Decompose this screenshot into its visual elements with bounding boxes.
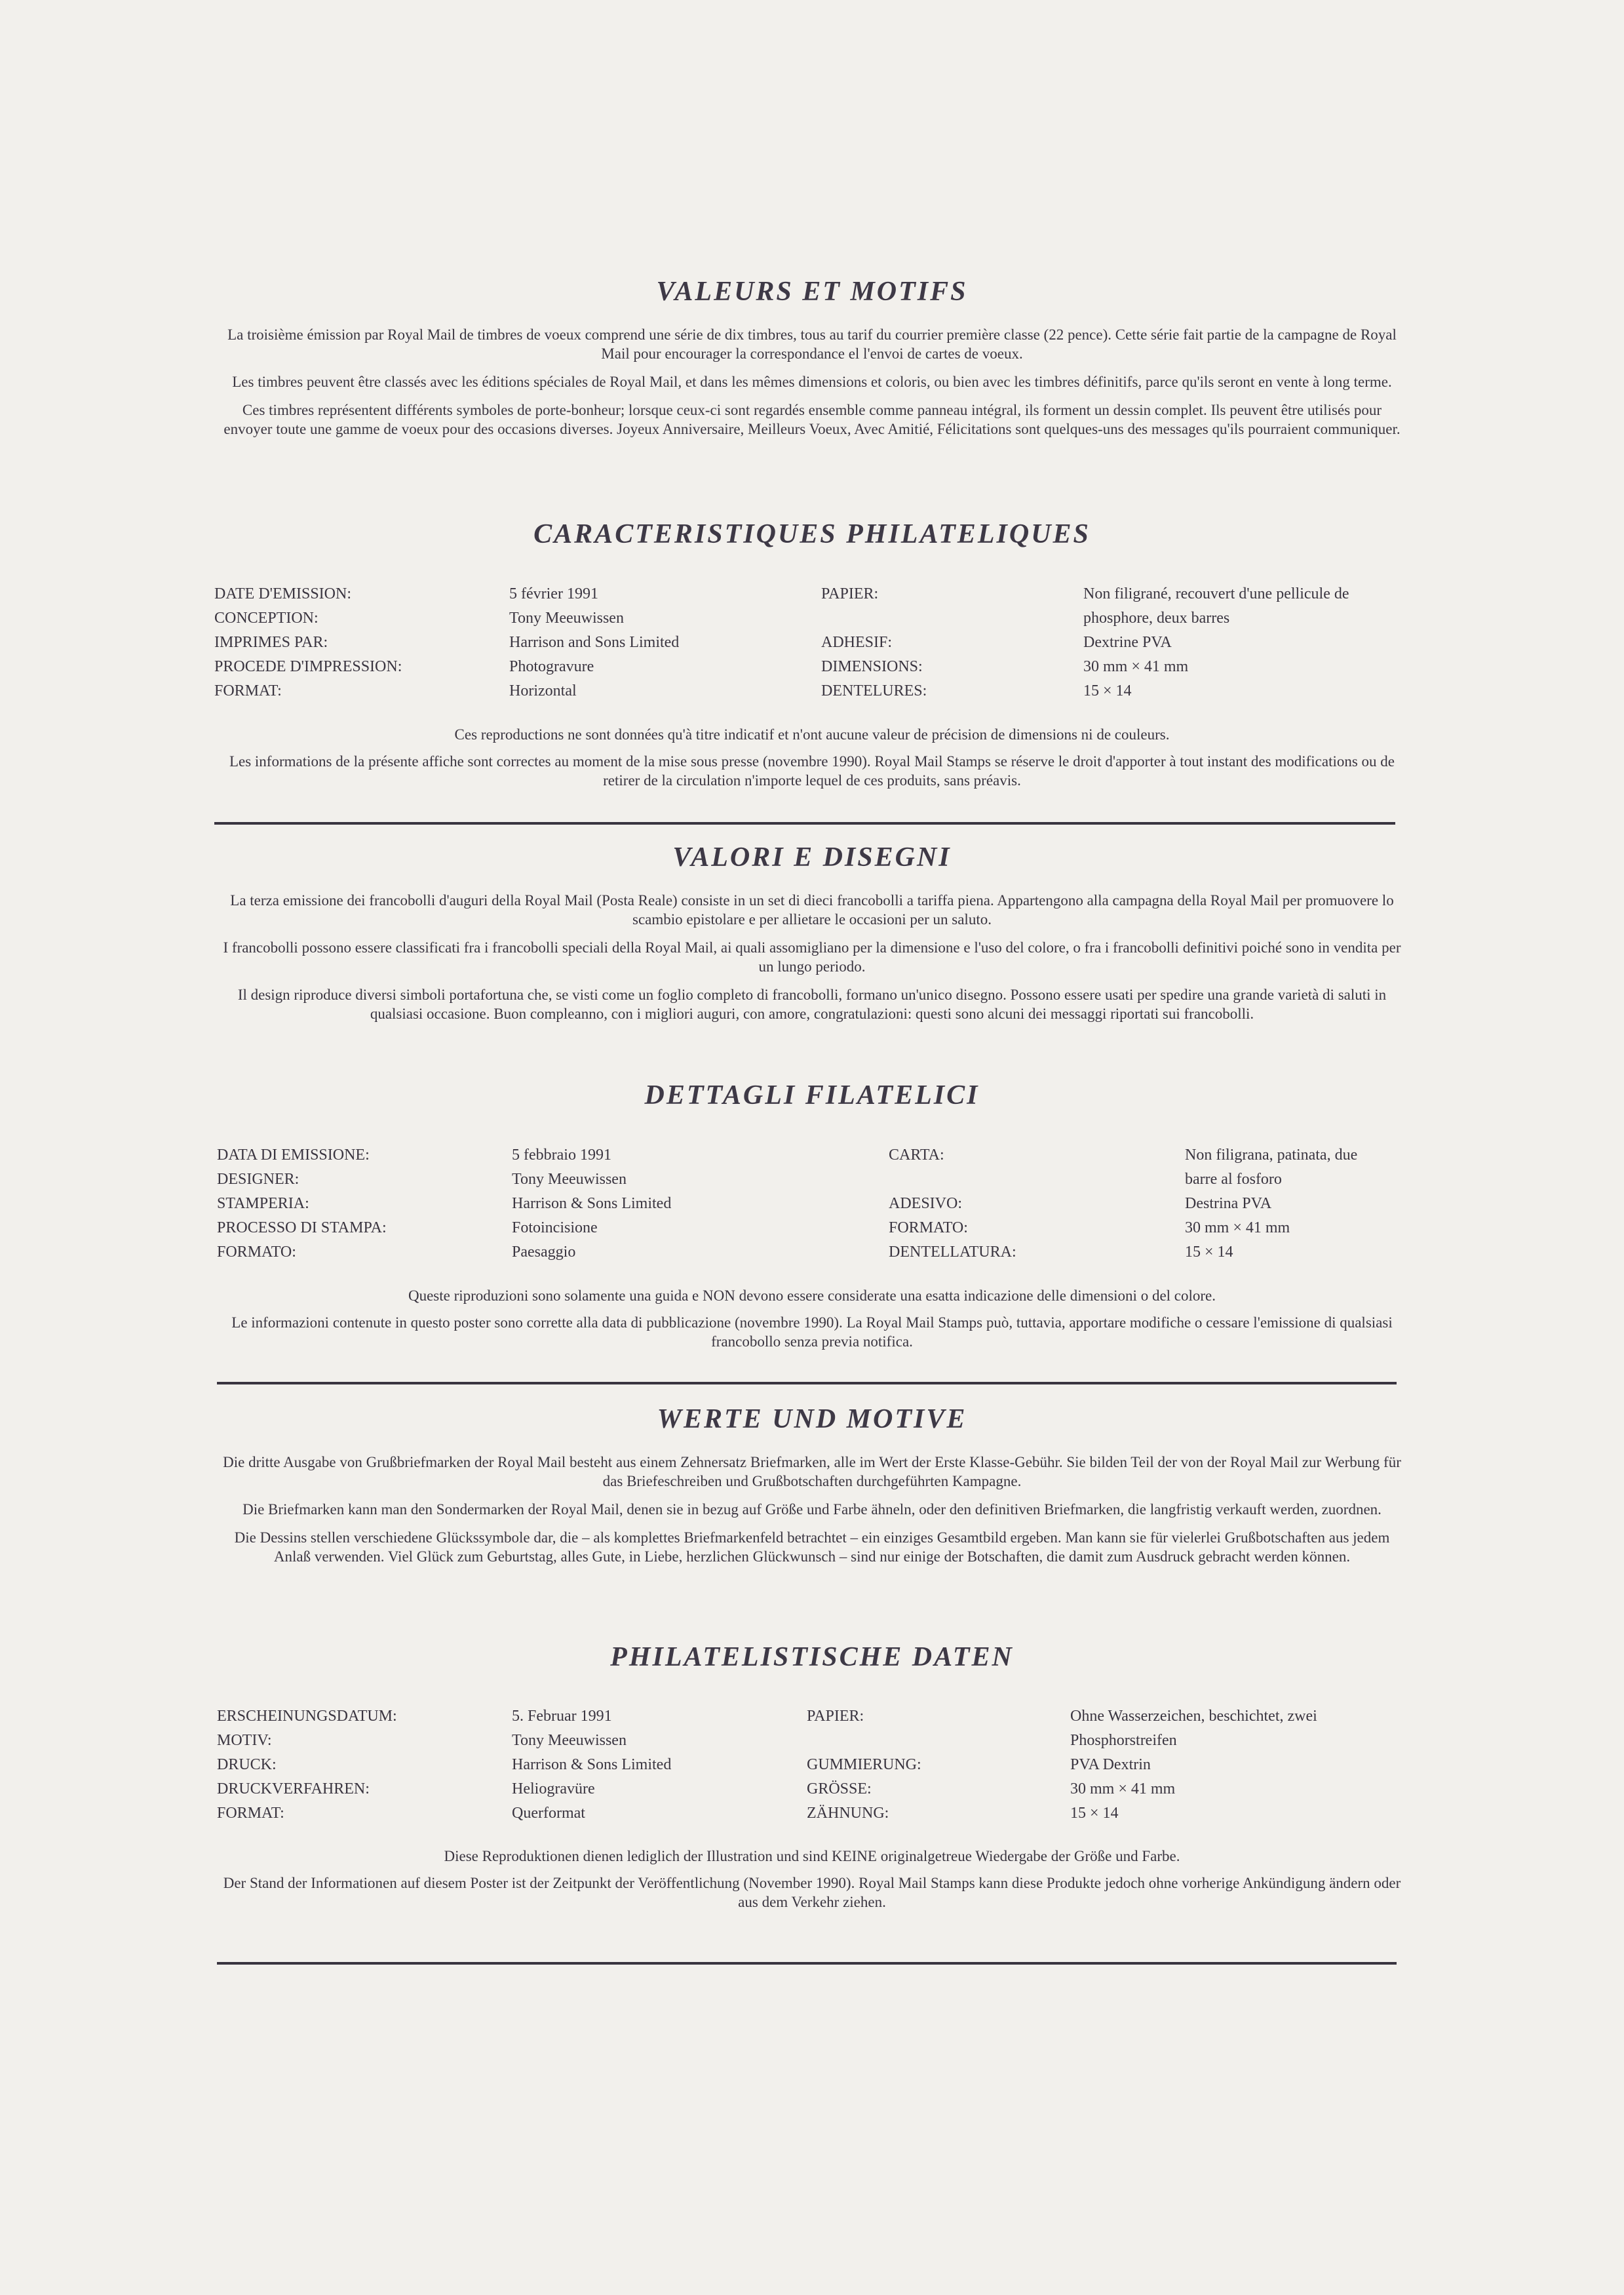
value: Paesaggio [512, 1244, 576, 1261]
value: Harrison and Sons Limited [509, 634, 680, 651]
value: 15 × 14 [1070, 1805, 1119, 1822]
german-values-left [512, 1704, 671, 1826]
value: 15 × 14 [1083, 682, 1132, 699]
french-paragraph-3: Ces timbres représentent différents symboles de porte-bonheur; lorsque ceux-ci sont regardés ensemble comme panneau intégral, ils forment un dessin complet. Ils peuvent être utilisés pour envoyer toute une gamme de voeux pour des occasions diverses. Joyeux Anniversaire, Meilleurs Voeux, Avec Amitié, Félicitations sont quelques-uns des messages qu'ils pourraient communiquer. [223, 402, 1401, 437]
label: DRUCKVERFAHREN: [217, 1780, 370, 1797]
label: FORMATO: [889, 1219, 968, 1236]
value: Dextrine PVA [1083, 634, 1172, 651]
label [889, 1167, 1016, 1192]
german-note-1: Diese Reproduktionen dienen lediglich der Illustration und sind KEINE originalgetreue Wiedergabe der Größe und Farbe. [444, 1848, 1180, 1864]
label: ADHESIF: [821, 634, 893, 651]
french-values-left [509, 582, 679, 703]
italian-paragraph-3: Il design riproduce diversi simboli portafortuna che, se visti come un foglio completo di francobolli, formano un'unico disegno. Possono essere usati per spedire una grande varietà di saluti in qualsiasi occasione. Buon compleanno, con i migliori auguri, con amore, congratulazioni: questi sono alcuni dei messaggi riportati sui francobolli. [237, 987, 1387, 1022]
label: CONCEPTION: [214, 610, 319, 627]
label: DESIGNER: [217, 1171, 300, 1188]
label: CARTA: [889, 1147, 944, 1164]
value: 30 mm × 41 mm [1070, 1780, 1176, 1797]
german-labels-right [807, 1704, 921, 1826]
german-section [0, 1403, 1624, 1566]
french-details-title: CARACTERISTIQUES PHILATELIQUES [533, 519, 1091, 549]
value: Tony Meeuwissen [509, 610, 624, 627]
label [807, 1729, 921, 1753]
value: 30 mm × 41 mm [1185, 1219, 1290, 1236]
value: Horizontal [509, 682, 577, 699]
label: ERSCHEINUNGSDATUM: [217, 1708, 397, 1725]
italian-title: VALORI E DISEGNI [672, 842, 952, 873]
value: Phosphorstreifen [1070, 1732, 1177, 1749]
french-note-2: Les informations de la présente affiche sont correctes au moment de la mise sous presse (novembre 1990). Royal Mail Stamps se réserve le droit d'apporter à tout instant des modifications ou de retirer de la circulation n'importe lequel de ces produits, sans préavis. [229, 753, 1395, 789]
german-details-title: PHILATELISTISCHE DATEN [610, 1642, 1014, 1672]
german-values-right [1070, 1704, 1317, 1826]
french-note-1: Ces reproductions ne sont données qu'à titre indicatif et n'ont aucune valeur de précision de dimensions ni de couleurs. [454, 726, 1170, 743]
german-paragraph-2: Die Briefmarken kann man den Sondermarken der Royal Mail, denen sie in bezug auf Größe und Farbe ähneln, oder den definitiven Briefmarken, die langfristig verkauft werden, zuordnen. [242, 1501, 1382, 1518]
italian-paragraph-2: I francobolli possono essere classificati fra i francobolli speciali della Royal Mail, ai quali assomigliano per la dimensione e l'uso del colore, o fra i francobolli definitivi poiché sono in vendita per un lungo periodo. [223, 939, 1401, 975]
french-details-heading [0, 518, 1624, 551]
value: 5 février 1991 [509, 585, 598, 602]
german-paragraph-1: Die dritte Ausgabe von Grußbriefmarken der Royal Mail besteht aus einem Zehnersatz Briefmarken, alle im Wert der Erste Klasse-Gebühr. Sie bilden Teil der von der Royal Mail zur Werbung für das Briefeschreiben und Grußbotschaften durchgeführten Kampagne. [223, 1454, 1401, 1489]
italian-details-table [0, 1143, 1624, 1268]
label: DATA DI EMISSIONE: [217, 1147, 370, 1164]
label: PROCEDE D'IMPRESSION: [214, 658, 402, 675]
value: phosphore, deux barres [1083, 610, 1230, 627]
value: Harrison & Sons Limited [512, 1756, 672, 1773]
label: ZÄHNUNG: [807, 1805, 889, 1822]
french-title: VALEURS ET MOTIFS [656, 277, 968, 307]
label: DATE D'EMISSION: [214, 585, 351, 602]
divider [217, 1382, 1397, 1384]
italian-section [0, 841, 1624, 1023]
german-note-2: Der Stand der Informationen auf diesem Poster ist der Zeitpunkt der Veröffentlichung (November 1990). Royal Mail Stamps kann diese Produkte jedoch ohne vorherige Ankündigung ändern oder aus dem Verkehr ziehen. [223, 1875, 1401, 1910]
german-details-table [0, 1704, 1624, 1829]
value: Fotoincisione [512, 1219, 598, 1236]
label: DENTELLATURA: [889, 1244, 1016, 1261]
value: Tony Meeuwissen [512, 1171, 627, 1188]
value: PVA Dextrin [1070, 1756, 1151, 1773]
german-details-heading [0, 1641, 1624, 1674]
french-paragraph-1: La troisième émission par Royal Mail de timbres de voeux comprend une série de dix timbres, tous au tarif du courrier première classe (22 pence). Cette série fait partie de la campagne de Royal Mail pour encourager la correspondance el l'envoi de cartes de voeux. [227, 326, 1397, 362]
value: Tony Meeuwissen [512, 1732, 627, 1749]
label: PAPIER: [821, 585, 879, 602]
label: DRUCK: [217, 1756, 277, 1773]
french-section [0, 275, 1624, 439]
value: Non filigrané, recouvert d'une pellicule de [1083, 585, 1349, 602]
value: 5. Februar 1991 [512, 1708, 612, 1725]
french-paragraph-2: Les timbres peuvent être classés avec les éditions spéciales de Royal Mail, et dans les mêmes dimensions et coloris, ou bien avec les timbres définitifs, parce qu'ils seront en vente à long terme. [232, 374, 1392, 390]
italian-note-2: Le informazioni contenute in questo poster sono corrette alla data di pubblicazione (novembre 1990). La Royal Mail Stamps può, tuttavia, apportare modifiche o cessare l'emissione di qualsiasi francobollo senza previa notifica. [231, 1314, 1393, 1350]
label: STAMPERIA: [217, 1195, 309, 1212]
label: MOTIV: [217, 1732, 272, 1749]
italian-labels-right [889, 1143, 1016, 1265]
label: IMPRIMES PAR: [214, 634, 328, 651]
value: 15 × 14 [1185, 1244, 1233, 1261]
german-notes [0, 1847, 1624, 1912]
german-labels-left [217, 1704, 397, 1826]
label: FORMAT: [217, 1805, 284, 1822]
label: ADESIVO: [889, 1195, 962, 1212]
value: Harrison & Sons Limited [512, 1195, 672, 1212]
divider [217, 1962, 1397, 1965]
label: GRÖSSE: [807, 1780, 872, 1797]
italian-note-1: Queste riproduzioni sono solamente una guida e NON devono essere considerate una esatta indicazione delle dimensioni o del colore. [408, 1287, 1216, 1304]
label: DENTELURES: [821, 682, 927, 699]
french-labels-right [821, 582, 927, 703]
value: 30 mm × 41 mm [1083, 658, 1189, 675]
italian-details-heading [0, 1079, 1624, 1112]
label: FORMAT: [214, 682, 282, 699]
value: Non filigrana, patinata, due [1185, 1147, 1358, 1164]
label: DIMENSIONS: [821, 658, 923, 675]
french-details-table [0, 582, 1624, 707]
value: Querformat [512, 1805, 585, 1822]
label: GUMMIERUNG: [807, 1756, 921, 1773]
french-labels-left [214, 582, 402, 703]
italian-paragraph-1: La terza emissione dei francobolli d'auguri della Royal Mail (Posta Reale) consiste in un set di dieci francobolli a tariffa piena. Appartengono alla campagna della Royal Mail per promuovere lo scambio epistolare e per allietare le occasioni per un saluto. [230, 892, 1394, 928]
value: Photogravure [509, 658, 594, 675]
italian-values-right [1185, 1143, 1357, 1265]
italian-values-left [512, 1143, 671, 1265]
german-title: WERTE UND MOTIVE [657, 1404, 967, 1434]
divider [214, 822, 1395, 825]
french-notes [0, 725, 1624, 790]
label: FORMATO: [217, 1244, 296, 1261]
italian-notes [0, 1286, 1624, 1351]
value: barre al fosforo [1185, 1171, 1282, 1188]
italian-details-title: DETTAGLI FILATELICI [644, 1080, 980, 1110]
german-paragraph-3: Die Dessins stellen verschiedene Glückssymbole dar, die – als komplettes Briefmarkenfeld betrachtet – ein einziges Gesamtbild ergeben. Man kann sie für vielerlei Grußbotschaften aus jedem Anlaß verwenden. Viel Glück zum Geburtstag, alles Gute, in Liebe, herzlichen Glückwunsch – sind nur einige der Botschaften, die damit zum Ausdruck gebracht werden können. [234, 1529, 1390, 1565]
value: 5 febbraio 1991 [512, 1147, 611, 1164]
label [821, 606, 927, 631]
french-values-right [1083, 582, 1349, 703]
value: Destrina PVA [1185, 1195, 1272, 1212]
value: Heliogravüre [512, 1780, 595, 1797]
italian-labels-left [217, 1143, 387, 1265]
label: PROCESSO DI STAMPA: [217, 1219, 387, 1236]
label: PAPIER: [807, 1708, 864, 1725]
value: Ohne Wasserzeichen, beschichtet, zwei [1070, 1708, 1317, 1725]
